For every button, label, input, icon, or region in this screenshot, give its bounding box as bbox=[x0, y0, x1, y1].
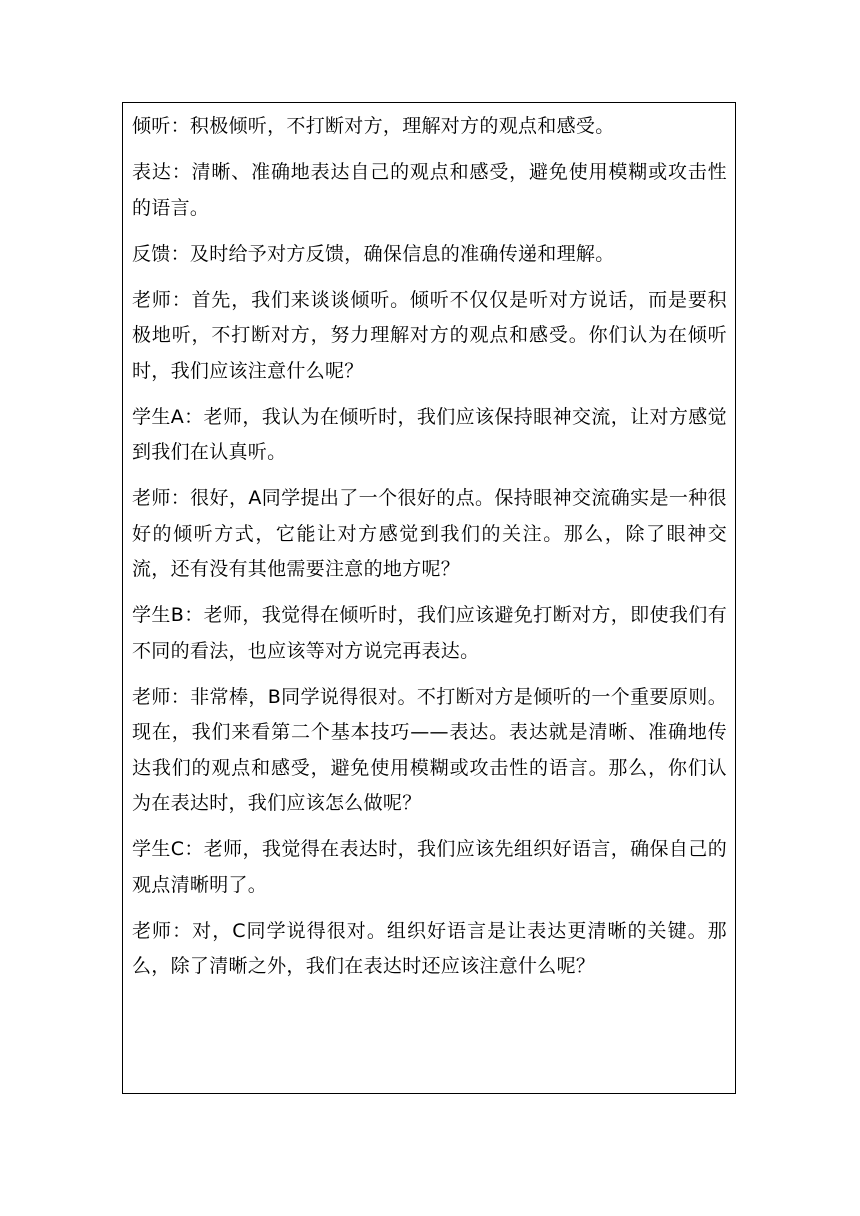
dialogue-table-cell bbox=[122, 102, 736, 1094]
paragraph-student-b: 学生B：老师，我觉得在倾听时，我们应该避免打断对方，即使我们有不同的看法，也应该等对方说完再表达。 bbox=[132, 604, 727, 662]
paragraph-listening: 倾听：积极倾听，不打断对方，理解对方的观点和感受。 bbox=[132, 115, 615, 137]
paragraph-student-a: 学生A：老师，我认为在倾听时，我们应该保持眼神交流，让对方感觉到我们在认真听。 bbox=[132, 405, 727, 463]
paragraph-teacher-2: 老师：很好，A同学提出了一个很好的点。保持眼神交流确实是一种很好的倾听方式，它能让对方感觉到我们的关注。那么，除了眼神交流，还有没有其他需要注意的地方呢？ bbox=[132, 487, 727, 580]
paragraph-expression: 表达：清晰、准确地表达自己的观点和感受，避免使用模糊或攻击性的语言。 bbox=[132, 161, 727, 219]
paragraph-feedback: 反馈：及时给予对方反馈，确保信息的准确传递和理解。 bbox=[132, 242, 615, 265]
paragraph-teacher-4: 老师：对，C同学说得很对。组织好语言是让表达更清晰的关键。那么，除了清晰之外，我们在表达时还应该注意什么呢？ bbox=[132, 919, 727, 977]
paragraph-teacher-3: 老师：非常棒，B同学说得很对。不打断对方是倾听的一个重要原则。现在，我们来看第二个基本技巧——表达。表达就是清晰、准确地传达我们的观点和感受，避免使用模糊或攻击性的语言。那么，你们认为在表达时，我们应该怎么做呢？ bbox=[132, 685, 727, 814]
paragraph-teacher-1: 老师：首先，我们来谈谈倾听。倾听不仅仅是听对方说话，而是要积极地听，不打断对方，努力理解对方的观点和感受。你们认为在倾听时，我们应该注意什么呢？ bbox=[132, 288, 727, 382]
paragraph-student-c: 学生C：老师，我觉得在表达时，我们应该先组织好语言，确保自己的观点清晰明了。 bbox=[132, 838, 727, 896]
